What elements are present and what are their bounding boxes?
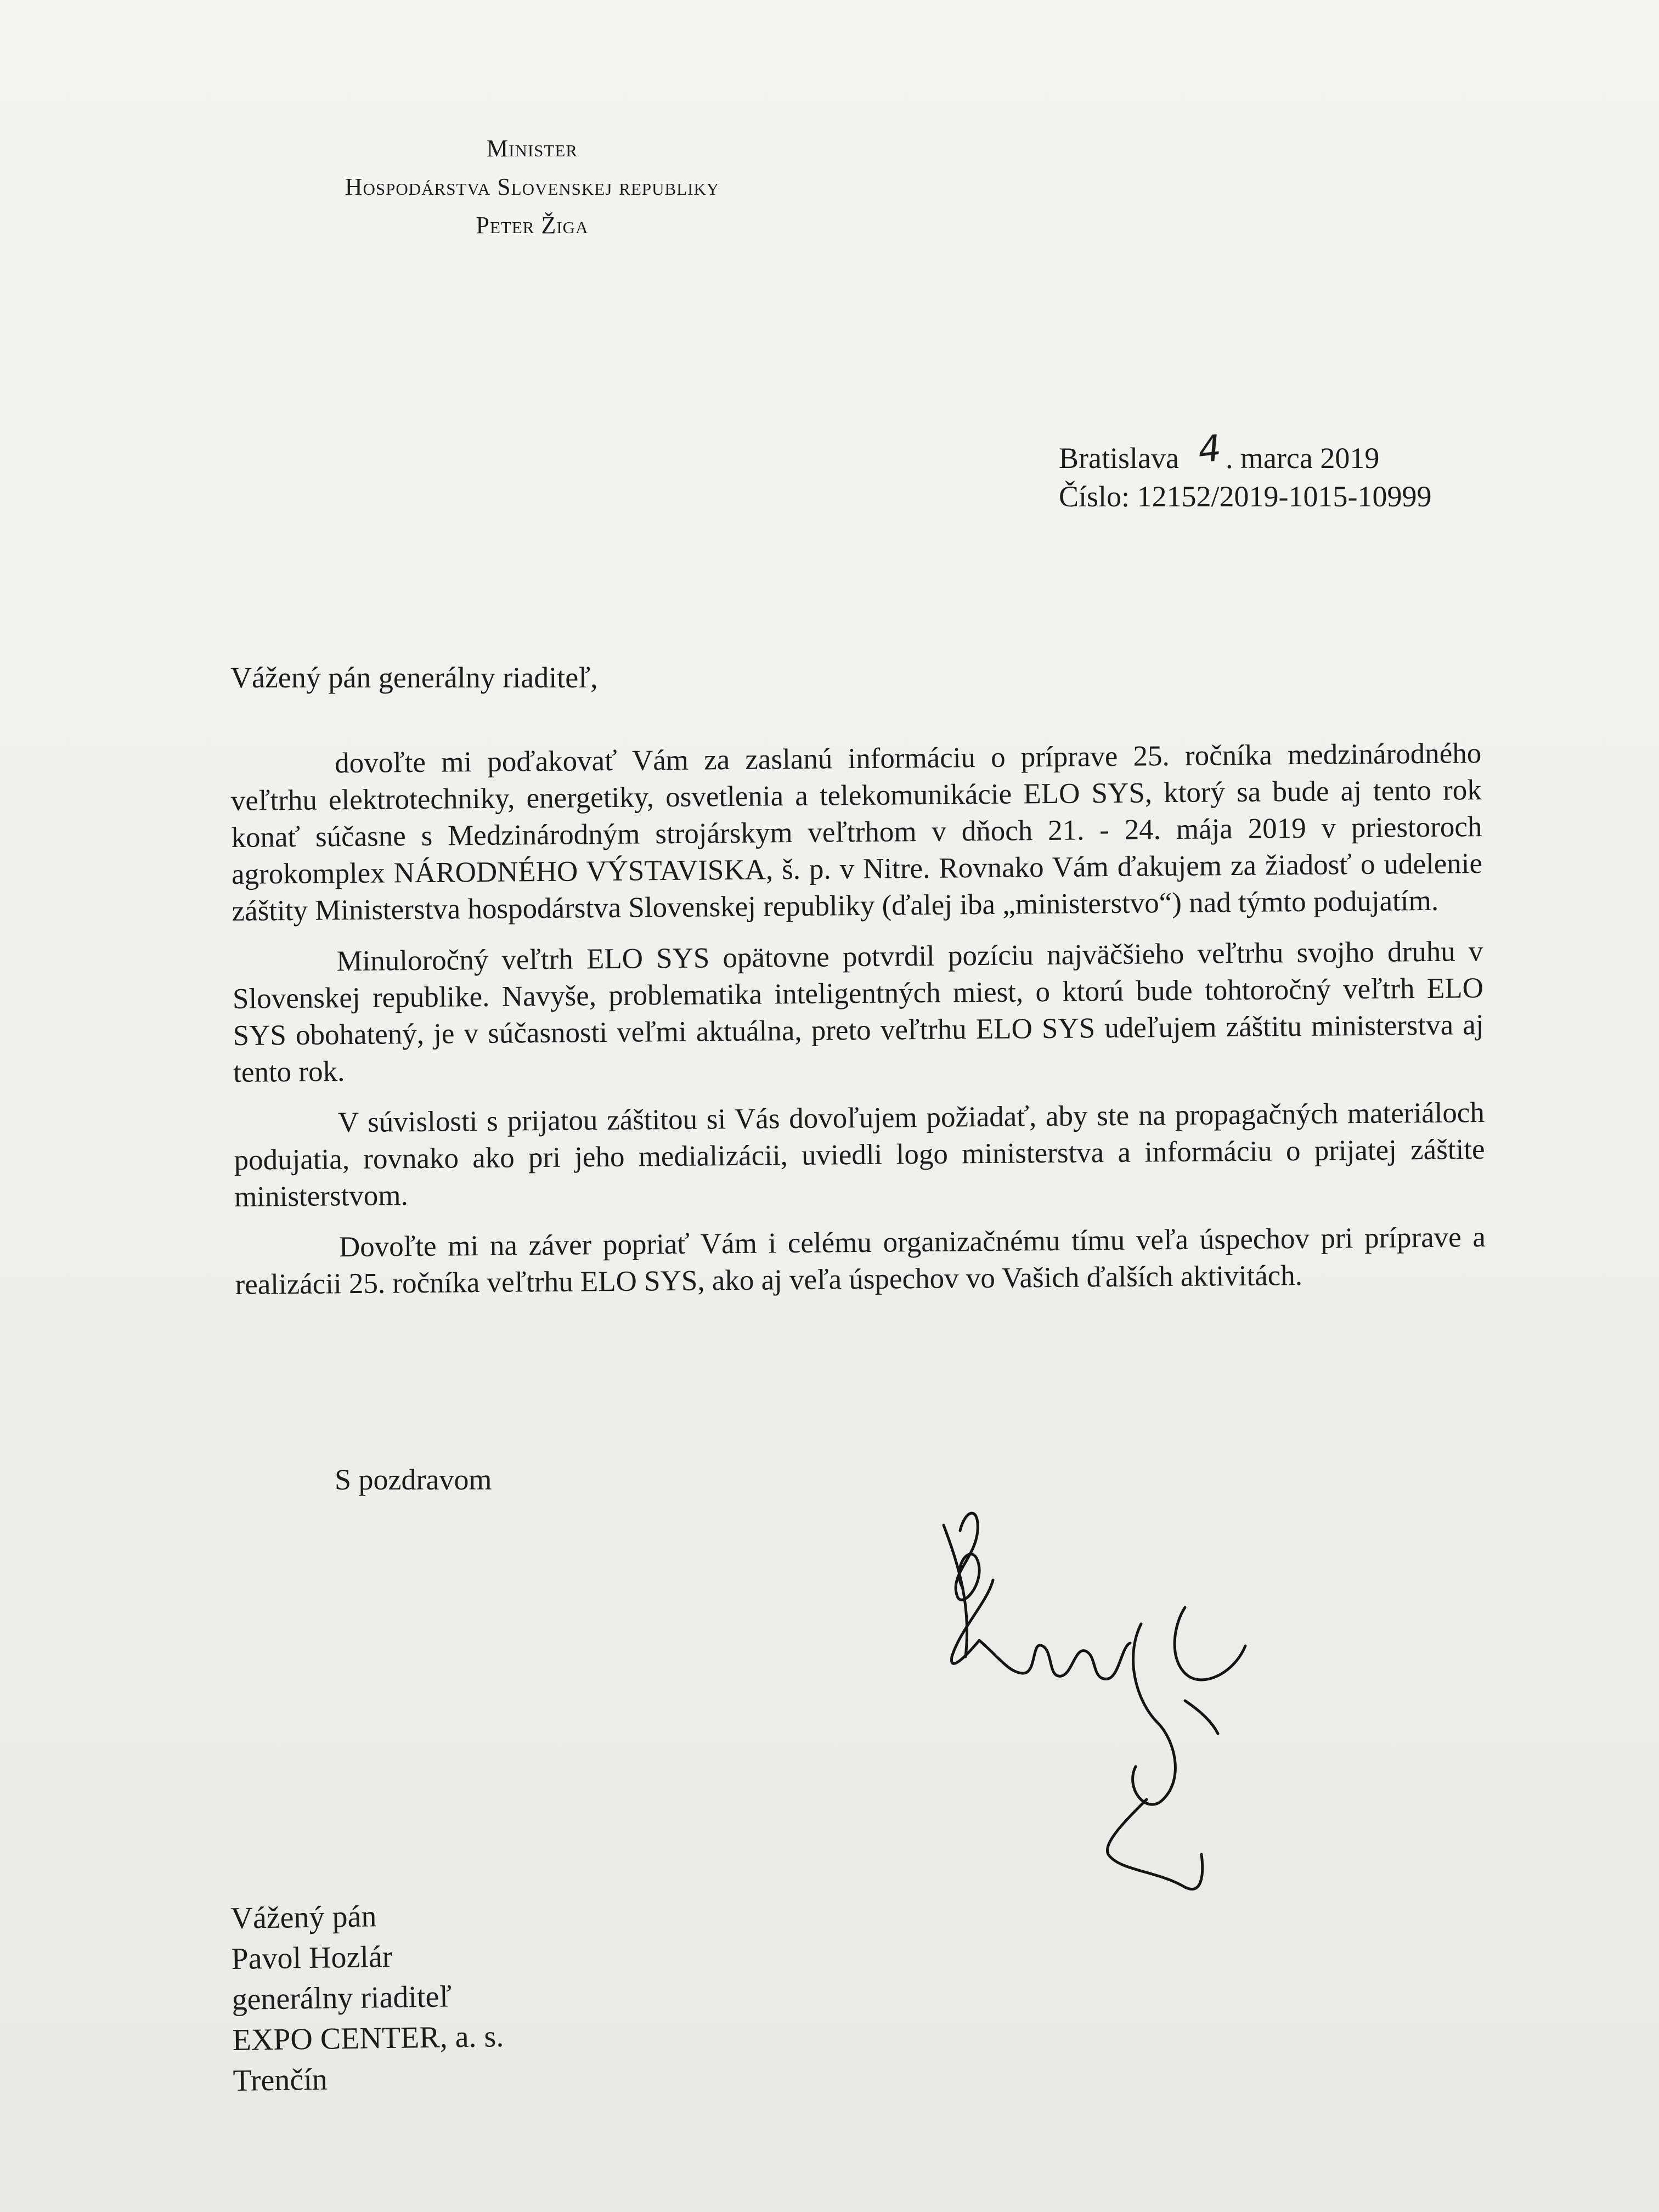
letterhead [230,129,834,245]
date-day-handwritten: 4 [1195,427,1223,471]
letterhead-title: Minister [487,135,578,162]
closing: S pozdravom [335,1463,492,1496]
letterhead-ministry: Hospodárstva Slovenskej republiky [345,173,720,200]
salutation: Vážený pán generálny riaditeľ, [230,661,598,694]
addressee-city: Trenčín [233,2062,328,2098]
addressee-greeting: Vážený pán [230,1899,377,1936]
addressee-position: generálny riaditeľ [232,1979,452,2017]
date-city: Bratislava [1059,442,1179,475]
body-paragraph-1: dovoľte mi poďakovať Vám za zaslanú informáciu o príprave 25. ročníka medzinárodného veľtrhu elektrotechniky, energetiky, osvetlenia a telekomunikácie ELO SYS, ktorý sa bude aj tento rok konať súčasne s Medzinárodným strojárskym veľtrhom v dňoch 21. - 24. mája 2019 v priestoroch agrokomplex NÁRODNÉHO VÝSTAVISKA, š. p. v Nitre. Rovnako Vám ďakujem za žiadosť o udelenie záštity Ministerstva hospodárstva Slovenskej republiky (ďalej iba „ministerstvo“) nad týmto podujatím. [230,737,1483,927]
signature [927,1492,1311,1909]
addressee-company: EXPO CENTER, a. s. [232,2019,504,2057]
addressee-block [230,1894,505,2101]
body-paragraph-2: Minuloročný veľtrh ELO SYS opätovne potvrdil pozíciu najväčšieho veľtrhu svojho druhu v Slovenskej republike. Navyše, problematika inteligentných miest, o ktorú bude tohtoročný veľtrh ELO SYS obohatený, je v súčasnosti veľmi aktuálna, preto veľtrhu ELO SYS udeľujem záštitu ministerstva aj tento rok. [232,935,1484,1088]
body-paragraph-3: V súvislosti s prijatou záštitou si Vás dovoľujem požiadať, aby ste na propagačných materiáloch podujatia, rovnako ako pri jeho medializácii, uviedli logo ministerstva a informáciu o prijatej záštite ministerstvom. [234,1097,1485,1213]
date-block [1059,427,1432,516]
date-month-year: . marca 2019 [1225,442,1380,475]
letterhead-name: Peter Žiga [476,212,589,239]
letter-body [230,735,1486,1318]
date-line [1059,427,1432,477]
addressee-name: Pavol Hozlár [231,1939,393,1976]
reference-number: Číslo: 12152/2019-1015-10999 [1059,480,1432,513]
body-paragraph-4: Dovoľte mi na záver popriať Vám i celému organizačnému tímu veľa úspechov pri príprave a realizácii 25. ročníka veľtrhu ELO SYS, ako aj veľa úspechov vo Vašich ďalších aktivitách. [235,1221,1486,1301]
